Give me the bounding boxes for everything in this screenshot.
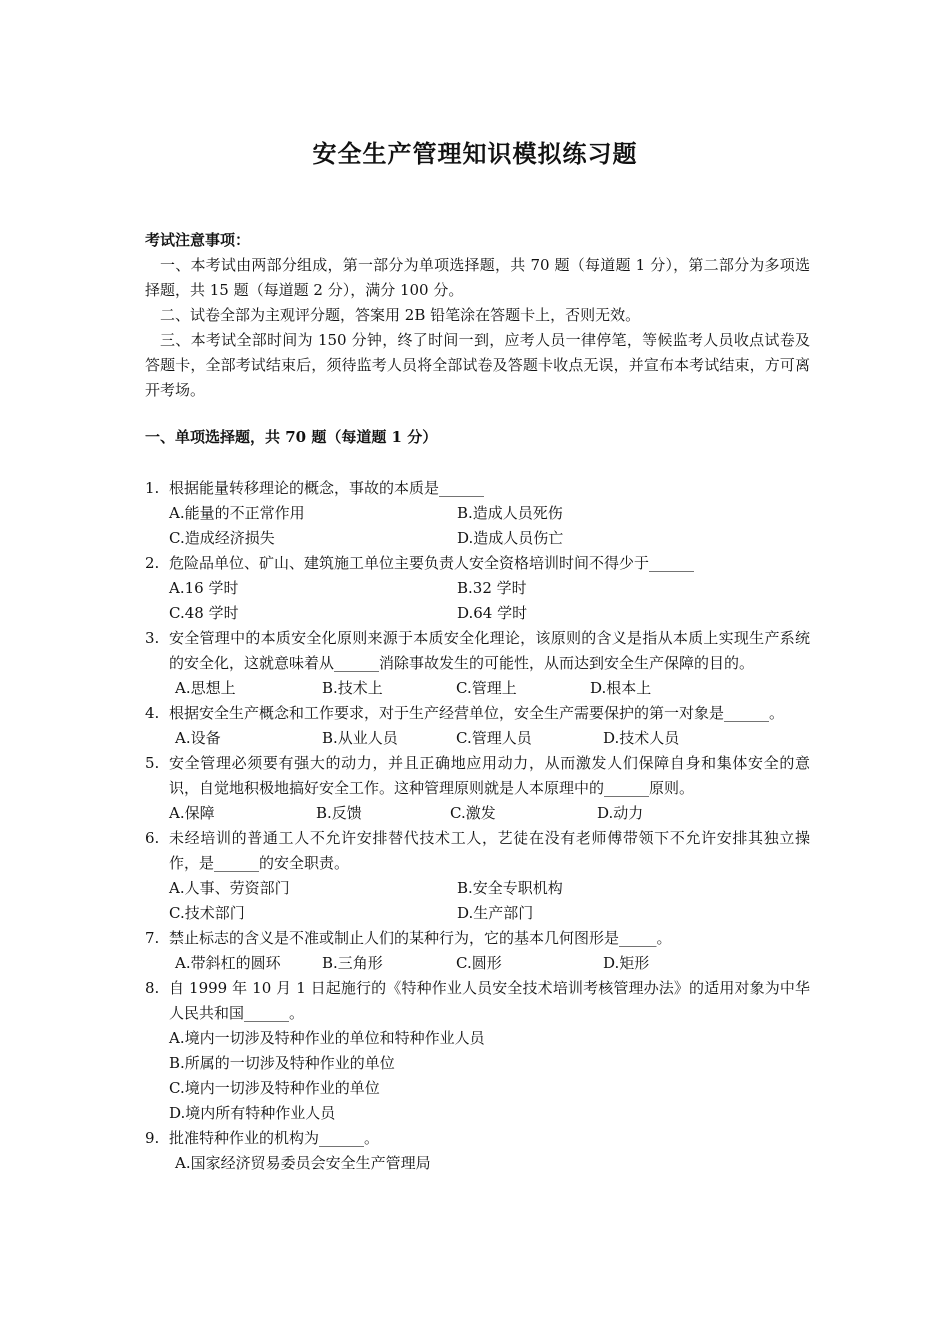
question-item [145, 701, 810, 751]
option-a: A.保障 [169, 804, 215, 822]
question-number: 4. [145, 704, 160, 722]
option-b: B.反馈 [316, 804, 362, 822]
option-d: D.境内所有特种作业人员 [169, 1104, 336, 1122]
option-row [169, 526, 810, 551]
option-d: D.动力 [597, 804, 644, 822]
notice-paragraph: 一、本考试由两部分组成，第一部分为单项选择题，共 70 题（每道题 1 分），第二部分为多项选择题，共 15 题（每道题 2 分），满分 100 分。 [145, 256, 810, 299]
question-item [145, 1126, 810, 1176]
question-item [145, 826, 810, 926]
option-a: A.带斜杠的圆环 [175, 954, 281, 972]
question-item [145, 551, 810, 626]
option-a: A.国家经济贸易委员会安全生产管理局 [175, 1154, 431, 1172]
option-list [169, 1026, 810, 1126]
question-stem: 根据能量转移理论的概念，事故的本质是______ [169, 479, 485, 497]
option-b: B.所属的一切涉及特种作业的单位 [169, 1054, 395, 1072]
option-c: C.48 学时 [169, 604, 239, 622]
question-item [145, 751, 810, 826]
option-c: C.圆形 [456, 954, 502, 972]
option-row [169, 676, 810, 701]
option-d: D.矩形 [603, 954, 650, 972]
question-stem: 危险品单位、矿山、建筑施工单位主要负责人安全资格培训时间不得少于______ [169, 554, 695, 572]
notice-heading: 考试注意事项： [145, 231, 251, 249]
option-b: B.技术上 [322, 679, 383, 697]
question-item [145, 476, 810, 551]
option-b: B.从业人员 [322, 729, 398, 747]
option-c: C.技术部门 [169, 904, 245, 922]
question-number: 5. [145, 754, 160, 772]
option-a: A.人事、劳资部门 [169, 879, 290, 897]
option-row [169, 901, 810, 926]
question-number: 6. [145, 829, 160, 847]
option-d: D.根本上 [590, 679, 652, 697]
option-a: A.16 学时 [169, 579, 239, 597]
question-number: 2. [145, 554, 160, 572]
option-row [169, 876, 810, 901]
option-b: B.三角形 [322, 954, 383, 972]
option-c: C.管理人员 [456, 729, 532, 747]
option-a: A.能量的不正常作用 [169, 504, 305, 522]
option-a: A.境内一切涉及特种作业的单位和特种作业人员 [169, 1029, 485, 1047]
option-d: D.造成人员伤亡 [457, 529, 564, 547]
question-item [145, 926, 810, 976]
option-a: A.设备 [175, 729, 221, 747]
option-c: C.境内一切涉及特种作业的单位 [169, 1079, 380, 1097]
question-stem: 禁止标志的含义是不准或制止人们的某种行为，它的基本几何图形是_____。 [169, 929, 672, 947]
notice-paragraph: 二、试卷全部为主观评分题，答案用 2B 铅笔涂在答题卡上，否则无效。 [160, 306, 641, 324]
option-row [169, 726, 810, 751]
question-list [145, 476, 810, 1176]
question-stem: 根据安全生产概念和工作要求，对于生产经营单位，安全生产需要保护的第一对象是______。 [169, 704, 785, 722]
question-number: 9. [145, 1129, 160, 1147]
option-d: D.技术人员 [603, 729, 680, 747]
option-c: C.管理上 [456, 679, 517, 697]
question-item [145, 626, 810, 701]
question-number: 1. [145, 479, 160, 497]
option-list [169, 1151, 810, 1176]
option-row [169, 576, 810, 601]
option-d: D.生产部门 [457, 904, 534, 922]
question-number: 7. [145, 929, 160, 947]
question-number: 8. [145, 979, 160, 997]
notice-paragraph: 三、本考试全部时间为 150 分钟，终了时间一到，应考人员一律停笔，等候监考人员收点试卷及答题卡，全部考试结束后，须待监考人员将全部试卷及答题卡收点无误，并宣布本考试结束，方可离开考场。 [145, 331, 810, 399]
option-d: D.64 学时 [457, 604, 528, 622]
option-row [169, 951, 810, 976]
question-stem: 安全管理中的本质安全化原则来源于本质安全化理论，该原则的含义是指从本质上实现生产系统的安全化，这就意味着从______消除事故发生的可能性，从而达到安全生产保障的目的。 [169, 629, 810, 672]
question-stem: 安全管理必须要有强大的动力，并且正确地应用动力，从而激发人们保障自身和集体安全的意识，自觉地积极地搞好安全工作。这种管理原则就是人本原理中的______原则。 [169, 754, 810, 797]
option-row [169, 501, 810, 526]
option-row [169, 601, 810, 626]
question-item [145, 976, 810, 1126]
question-stem: 批准特种作业的机构为______。 [169, 1129, 380, 1147]
option-b: B.32 学时 [457, 579, 527, 597]
question-number: 3. [145, 629, 160, 647]
question-stem: 自 1999 年 10 月 1 日起施行的《特种作业人员安全技术培训考核管理办法》的适用对象为中华人民共和国______。 [169, 979, 810, 1022]
document-title: 安全生产管理知识模拟练习题 [312, 139, 638, 168]
option-c: C.造成经济损失 [169, 529, 275, 547]
section-heading: 一、单项选择题，共 70 题（每道题 1 分） [145, 428, 438, 446]
option-row [169, 801, 810, 826]
exam-notice [145, 228, 810, 403]
option-a: A.思想上 [175, 679, 236, 697]
option-b: B.安全专职机构 [457, 879, 563, 897]
question-stem: 未经培训的普通工人不允许安排替代技术工人，艺徒在没有老师傅带领下不允许安排其独立操作，是______的安全职责。 [169, 829, 810, 872]
option-b: B.造成人员死伤 [457, 504, 563, 522]
option-c: C.激发 [450, 804, 496, 822]
